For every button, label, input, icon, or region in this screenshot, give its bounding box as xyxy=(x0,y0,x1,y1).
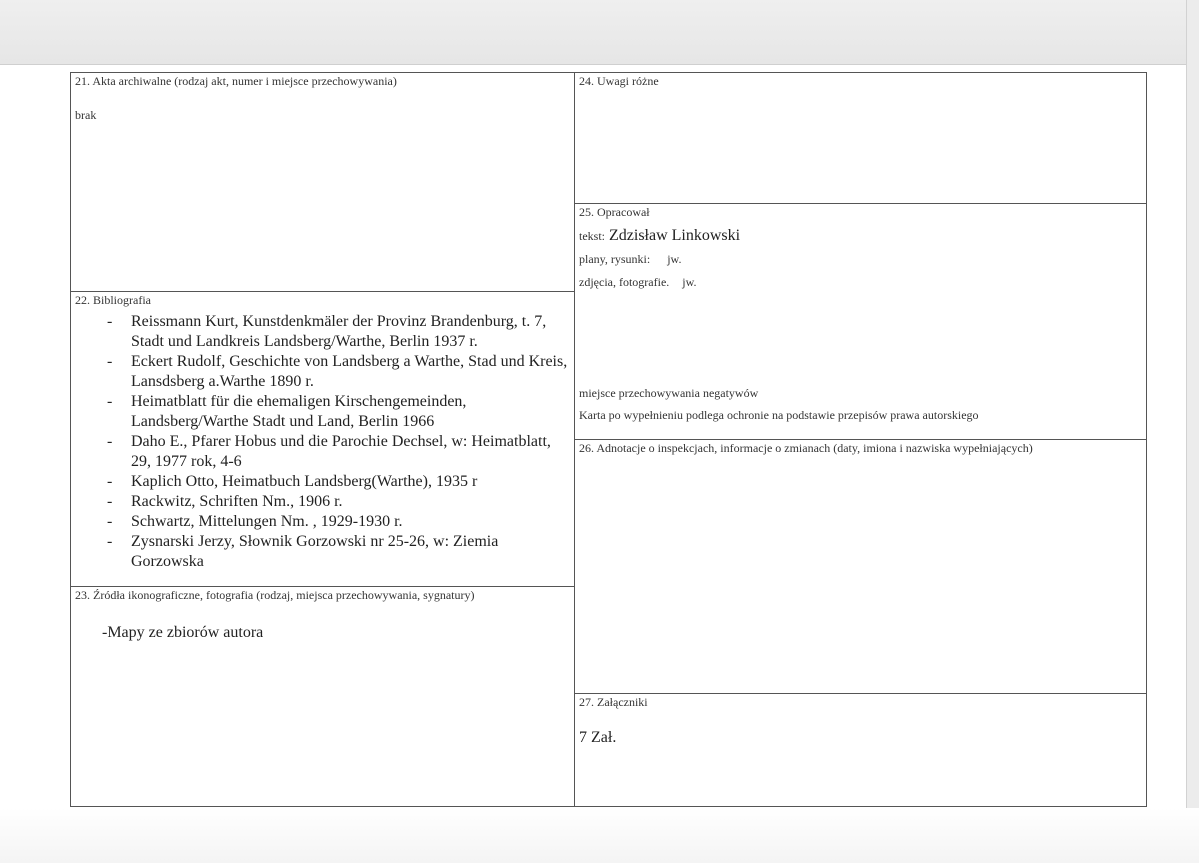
bullet-dash: - xyxy=(107,493,113,510)
bibliography-item-text: Zysnarski Jerzy, Słownik Gorzowski nr 25-26, w: Ziemia Gorzowska xyxy=(131,533,499,570)
divider-25-26 xyxy=(574,439,1146,440)
copyright-note: Karta po wypełnieniu podlega ochronie na podstawie przepisów prawa autorskiego xyxy=(579,408,979,422)
bibliography-item xyxy=(75,432,570,472)
divider-22-23 xyxy=(71,586,574,587)
section-27-content: 7 Zał. xyxy=(579,729,617,746)
bullet-dash: - xyxy=(107,353,113,370)
photos-value: jw. xyxy=(682,275,697,289)
bullet-dash: - xyxy=(107,473,113,490)
section-25-prepared-by xyxy=(579,205,1144,437)
divider-26-27 xyxy=(574,693,1146,694)
bibliography-list xyxy=(75,312,570,572)
scan-top-margin xyxy=(0,0,1199,65)
section-27-header: 27. Załączniki xyxy=(579,695,648,709)
section-25-header: 25. Opracował xyxy=(579,205,650,219)
bibliography-item-text: Eckert Rudolf, Geschichte von Landsberg a Warthe, Stad und Kreis, Lansdsberg a.Warthe 1890 r. xyxy=(131,353,568,390)
text-author-label: tekst: xyxy=(579,229,605,243)
section-24-remarks xyxy=(579,74,1144,201)
record-card-form xyxy=(70,72,1147,807)
section-24-header: 24. Uwagi różne xyxy=(579,74,659,88)
bibliography-item xyxy=(75,492,570,512)
bullet-dash: - xyxy=(107,513,113,530)
section-23-iconographic-sources xyxy=(75,588,570,803)
author-row xyxy=(579,226,1144,246)
section-21-content: brak xyxy=(75,108,97,122)
bibliography-item xyxy=(75,512,570,532)
bullet-dash: - xyxy=(107,313,113,330)
plans-row xyxy=(579,252,1144,267)
negatives-label: miejsce przechowywania negatywów xyxy=(579,386,759,400)
section-22-bibliography xyxy=(75,293,570,583)
bibliography-item-text: Schwartz, Mittelungen Nm. , 1929-1930 r. xyxy=(131,513,403,530)
bibliography-item xyxy=(75,352,570,392)
bibliography-item-text: Reissmann Kurt, Kunstdenkmäler der Provinz Brandenburg, t. 7, Stadt und Landkreis Landsberg/Warthe, Berlin 1937 r. xyxy=(131,313,547,350)
section-26-inspection-notes xyxy=(579,441,1144,691)
bullet-dash: - xyxy=(107,533,113,550)
bibliography-item-text: Rackwitz, Schriften Nm., 1906 r. xyxy=(131,493,343,510)
section-22-header: 22. Bibliografia xyxy=(75,293,151,307)
photos-row xyxy=(579,275,1144,290)
divider-24-25 xyxy=(574,203,1146,204)
bibliography-item-text: Kaplich Otto, Heimatbuch Landsberg(Warthe), 1935 r xyxy=(131,473,478,490)
bibliography-item xyxy=(75,472,570,492)
scan-bottom-margin xyxy=(0,808,1199,863)
plans-value: jw. xyxy=(667,252,682,266)
divider-21-22 xyxy=(71,291,574,292)
section-21-header: 21. Akta archiwalne (rodzaj akt, numer i miejsce przechowywania) xyxy=(75,74,397,88)
section-27-attachments xyxy=(579,695,1144,803)
photos-label: zdjęcia, fotografie. xyxy=(579,275,670,289)
bibliography-item-text: Heimatblatt für die ehemaligen Kirschengemeinden, Landsberg/Warthe Stadt und Land, Berlin 1966 xyxy=(131,393,467,430)
bullet-dash: - xyxy=(107,393,113,410)
section-23-content: -Mapy ze zbiorów autora xyxy=(102,624,264,641)
section-21-archival-records xyxy=(75,74,570,289)
bullet-dash: - xyxy=(107,433,113,450)
bibliography-item-text: Daho E., Pfarer Hobus und die Parochie Dechsel, w: Heimatblatt, 29, 1977 rok, 4-6 xyxy=(131,433,551,470)
scan-right-margin xyxy=(1186,0,1199,863)
bibliography-item xyxy=(75,312,570,352)
text-author-value: Zdzisław Linkowski xyxy=(609,227,741,244)
bibliography-item xyxy=(75,392,570,432)
bibliography-item xyxy=(75,532,570,572)
section-23-header: 23. Źródła ikonograficzne, fotografia (rodzaj, miejsca przechowywania, sygnatury) xyxy=(75,588,475,602)
plans-label: plany, rysunki: xyxy=(579,252,651,266)
section-26-header: 26. Adnotacje o inspekcjach, informacje o zmianach (daty, imiona i nazwiska wypełniających) xyxy=(579,441,1033,455)
